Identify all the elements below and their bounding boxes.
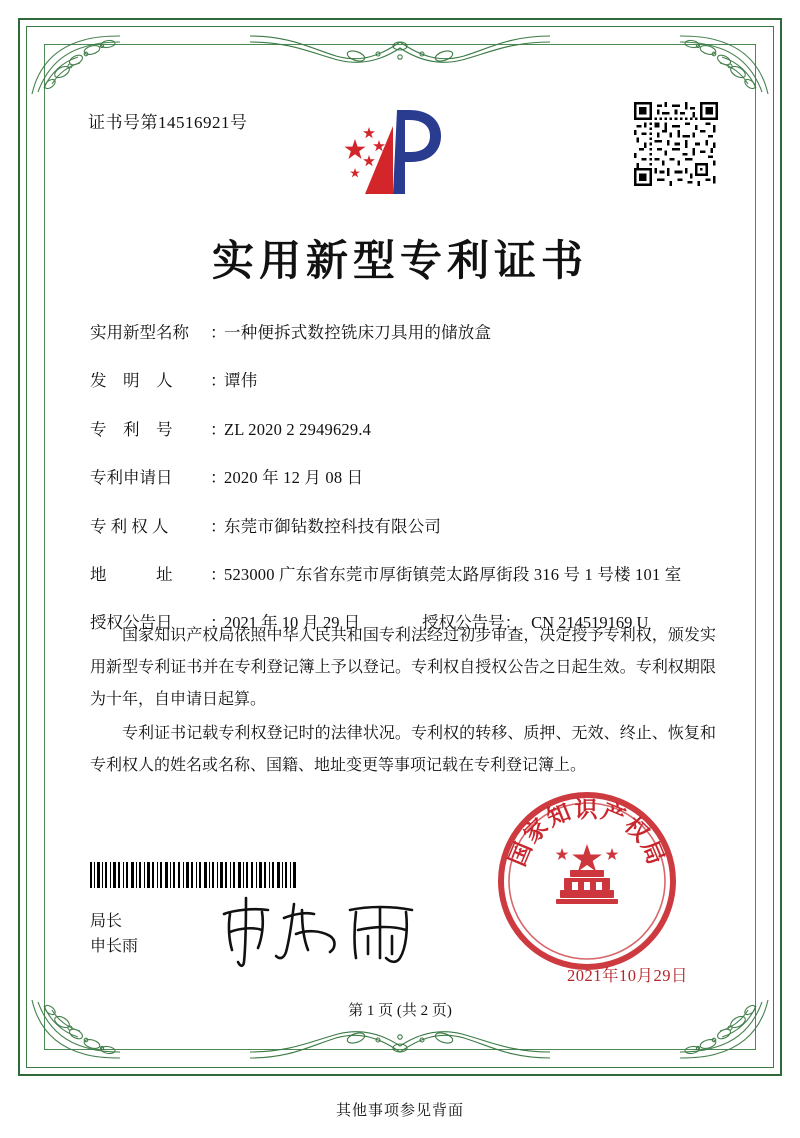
- field-colon: ：: [210, 516, 227, 536]
- field-row-patent-number: [90, 417, 720, 443]
- field-value: ZL 2020 2 2949629.4: [224, 419, 372, 439]
- cnipa-logo-icon: [335, 102, 465, 202]
- director-name: 申长雨: [90, 938, 139, 956]
- field-value: 东莞市御钻数控科技有限公司: [224, 516, 442, 536]
- footer-note: 其他事项参见背面: [335, 1103, 464, 1119]
- field-value: 2021 年 10 月 29 日: [224, 613, 361, 633]
- field-row-utility-model-name: [90, 320, 720, 346]
- field-label: 授权公告日: [90, 613, 173, 633]
- page-number: 第 1 页 (共 2 页): [348, 1003, 452, 1019]
- cnipa-official-red-seal-icon: [492, 786, 682, 976]
- field-value: 2020 年 12 月 08 日: [224, 468, 364, 488]
- qr-code-icon: [634, 102, 718, 186]
- director-handwritten-signature-icon: [210, 892, 440, 970]
- director-role-label: 局长: [90, 913, 123, 931]
- field-row-application-date: [90, 465, 720, 491]
- certificate-number: 证书号第14516921号: [88, 113, 248, 132]
- field-colon: ：: [504, 613, 522, 633]
- legal-text: [90, 620, 716, 784]
- svg-text:国家知识产权局: 国家知识产权局: [504, 797, 670, 870]
- field-colon: ：: [210, 419, 227, 439]
- field-label: 专 利 权 人: [90, 516, 169, 536]
- signature-block: [90, 910, 138, 960]
- field-value-announcement-number: CN 214519169 U: [531, 613, 649, 633]
- legal-paragraph-1: 国家知识产权局依照中华人民共和国专利法经过初步审查，决定授予专利权，颁发实用新型专利证书并在专利登记簿上予以登记。专利权自授权公告之日起生效。专利权期限为十年，自申请日起算。: [90, 627, 716, 708]
- field-label: 专 利 号: [90, 419, 173, 439]
- field-value: 523000 广东省东莞市厚街镇莞太路厚街段 316 号 1 号楼 101 室: [224, 564, 682, 584]
- field-colon: ：: [210, 323, 227, 342]
- patent-fields: [90, 320, 720, 653]
- page-title: 实用新型专利证书: [211, 239, 588, 285]
- field-row-patentee: [90, 514, 720, 540]
- field-value: 谭伟: [224, 371, 258, 391]
- field-label: 发 明 人: [90, 371, 173, 391]
- field-label: 地 址: [90, 564, 173, 584]
- field-label-announcement-number: 授权公告号: [422, 613, 505, 633]
- legal-paragraph-2: 专利证书记载专利权登记时的法律状况。专利权的转移、质押、无效、终止、恢复和专利权人的姓名或名称、国籍、地址变更等事项记载在专利登记簿上。: [90, 725, 716, 774]
- field-colon: ：: [210, 613, 227, 633]
- field-value: 一种便拆式数控铣床刀具用的储放盒: [224, 323, 492, 342]
- field-colon: ：: [210, 564, 227, 584]
- barcode-icon: [88, 862, 300, 888]
- field-colon: ：: [210, 468, 227, 488]
- field-colon: ：: [210, 371, 227, 391]
- field-label: 实用新型名称: [90, 323, 189, 342]
- field-label: 专利申请日: [90, 468, 173, 488]
- seal-date: 2021年10月29日: [567, 966, 688, 985]
- certificate-content: [60, 60, 740, 1038]
- field-row-inventor: [90, 368, 720, 394]
- field-row-address: [90, 562, 720, 588]
